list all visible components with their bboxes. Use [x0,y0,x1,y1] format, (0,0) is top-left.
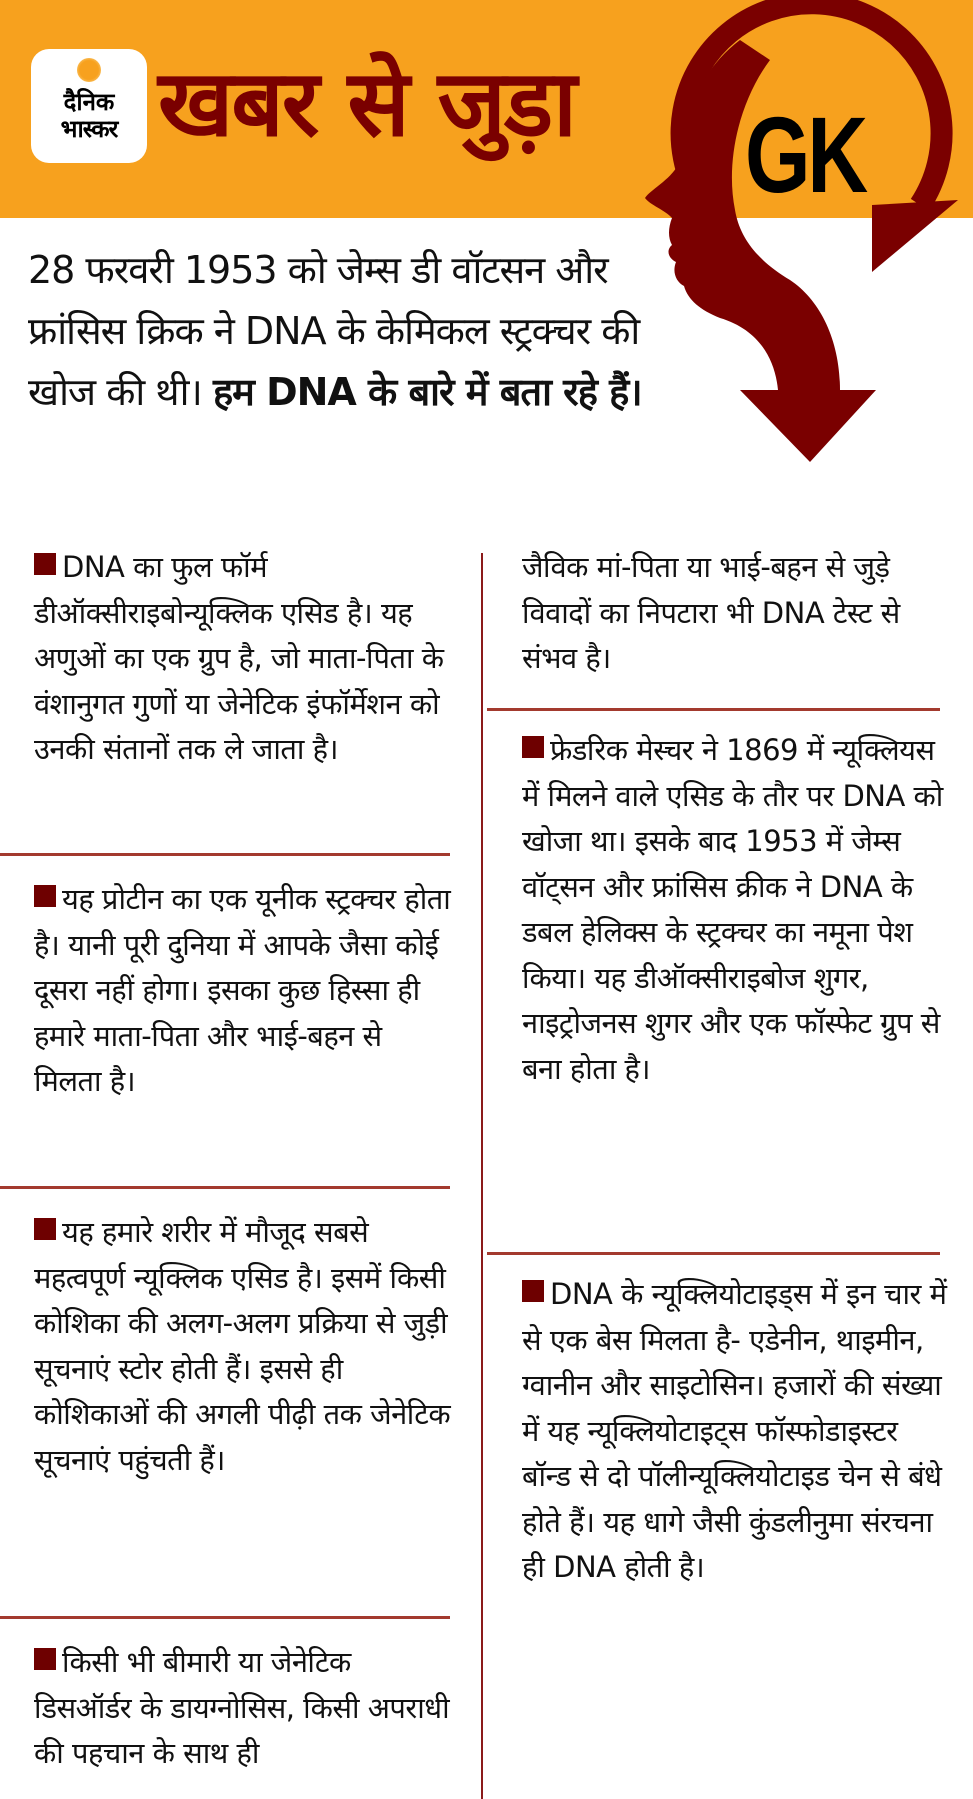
intro-text-bold: हम DNA के बारे में बता रहे हैं। [212,370,642,414]
fact-item [522,1272,947,1591]
head-silhouette-arrow-icon [620,0,973,470]
bullet-square-icon [522,1280,544,1302]
fact-text: फ्रेडरिक मेस्चर ने 1869 में न्यूक्लियस में मिलने वाले एसिड के तौर पर DNA को खोजा था। इसके बाद 1953 में जेम्स वॉट्सन और फ्रांसिस क्रीक ने DNA के डबल हेलिक्स के स्ट्रक्चर का नमूना पेश किया। यह डीऑक्सीराइबोज शुगर, नाइट्रोजनस शुगर और एक फॉस्फेट ग्रुप से बना होता है। [522,733,943,1086]
intro-paragraph [28,240,668,423]
bullet-square-icon [34,553,56,575]
sun-icon [77,58,101,82]
logo-line-2: भास्कर [60,115,118,143]
fact-item [34,1640,454,1777]
fact-item-continuation [522,545,942,682]
fact-text: यह हमारे शरीर में मौजूद सबसे महत्वपूर्ण न्यूक्लिक एसिड है। इसमें किसी कोशिका की अलग-अलग प्रक्रिया से जुड़ी सूचनाएं स्टोर होती हैं। इससे ही कोशिकाओं की अगली पीढ़ी तक जेनेटिक सूचनाएं पहुंचती हैं। [34,1215,451,1477]
logo-line-1: दैनिक [63,88,115,116]
dainik-bhaskar-logo [31,49,147,163]
bullet-square-icon [522,736,544,758]
separator [0,853,450,856]
page-title: खबर से जुड़ा [158,50,575,157]
gk-badge: GK [745,94,866,215]
fact-item [34,877,454,1105]
fact-text: किसी भी बीमारी या जेनेटिक डिसऑर्डर के डायग्नोसिस, किसी अपराधी की पहचान के साथ ही [34,1645,450,1770]
fact-item [34,545,454,773]
column-divider [481,553,483,1799]
fact-item [522,728,947,1092]
bullet-square-icon [34,1218,56,1240]
fact-text: यह प्रोटीन का एक यूनीक स्ट्रक्चर होता है। यानी पूरी दुनिया में आपके जैसा कोई दूसरा नहीं होगा। इसका कुछ हिस्सा ही हमारे माता-पिता और भाई-बहन से मिलता है। [34,882,451,1098]
fact-item [34,1210,454,1483]
separator [487,708,940,711]
bullet-square-icon [34,885,56,907]
separator [0,1616,450,1619]
fact-text: जैविक मां-पिता या भाई-बहन से जुड़े विवादों का निपटारा भी DNA टेस्ट से संभव है। [522,550,900,675]
separator [487,1252,940,1255]
separator [0,1186,450,1189]
intro-text: 28 फरवरी 1953 को जेम्स डी वॉटसन और फ्रांसिस क्रिक ने DNA के केमिकल स्ट्रक्चर की खोज की थी। [28,248,640,414]
fact-text: DNA का फुल फॉर्म डीऑक्सीराइबोन्यूक्लिक एसिड है। यह अणुओं का एक ग्रुप है, जो माता-पिता के वंशानुगत गुणों या जेनेटिक इंफॉर्मेशन को उनकी संतानों तक ले जाता है। [34,550,444,766]
fact-text: DNA के न्यूक्लियोटाइड्स में इन चार में से एक बेस मिलता है- एडेनीन, थाइमीन, ग्वानीन और साइटोसिन। हजारों की संख्या में यह न्यूक्लियोटाइट्स फॉस्फोडाइस्टर बॉन्ड से दो पॉलीन्यूक्लियोटाइड चेन से बंधे होते हैं। यह धागे जैसी कुंडलीनुमा संरचना ही DNA होती है। [522,1277,947,1584]
bullet-square-icon [34,1648,56,1670]
